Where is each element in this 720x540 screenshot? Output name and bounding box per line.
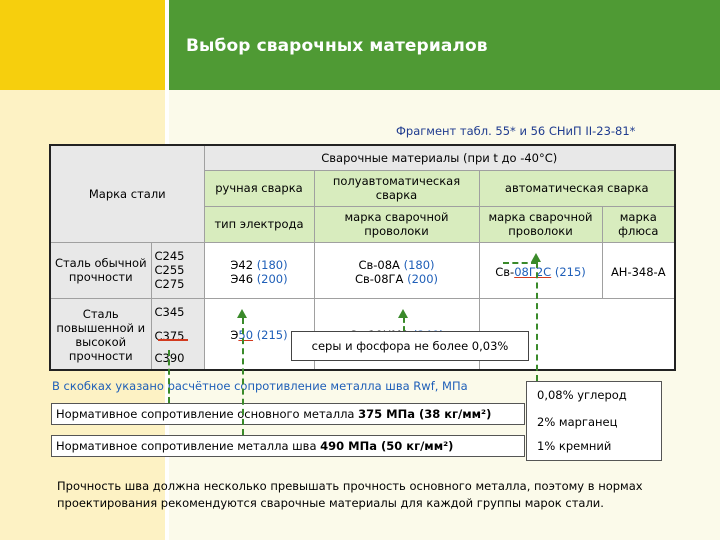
- row1-auto-wire: [479, 242, 602, 298]
- row1-flux: АН-348-А: [602, 242, 675, 298]
- electrode-e46: Э46: [230, 271, 254, 286]
- wire-sv08a-value: (180): [403, 257, 435, 272]
- electrode-e46-value: (200): [256, 271, 288, 286]
- arrow-e50-icon: [237, 309, 247, 318]
- wire-sv08a: Св-08А: [358, 257, 400, 272]
- arrow-a-icon: [398, 309, 408, 318]
- row1-electrodes: [204, 242, 314, 298]
- conclusion-text: Прочность шва должна несколько превышать прочность основного металла, поэтому в нормах проектирования рекомендуются сварочные материалы для каждой группы марок стали.: [57, 479, 643, 510]
- header-steel-grade: Марка стали: [50, 145, 204, 242]
- slide-title: Выбор сварочных материалов: [186, 36, 488, 56]
- row1-grade-1: С245: [154, 249, 185, 263]
- wire-sv08g2s-grade: 08Г2С: [514, 264, 552, 279]
- row2-grade-2: С375: [154, 329, 185, 344]
- header-flux: марка флюса: [602, 206, 675, 242]
- composition-silicon: 1% кремний: [537, 439, 612, 453]
- row2-grade-3: С390: [154, 351, 185, 366]
- header-manual-welding: ручная сварка: [204, 170, 314, 206]
- electrode-e50-grade: 50: [238, 328, 254, 343]
- composition-box: [526, 381, 662, 461]
- arrow-g2s-icon: [531, 253, 541, 262]
- brackets-note: В скобках указано расчётное сопротивление металла шва Rwf, МПа: [52, 379, 468, 393]
- connector-g2s-to-composition: [536, 262, 538, 381]
- source-note: Фрагмент табл. 55* и 56 СНиП II-23-81*: [396, 124, 636, 138]
- base-metal-strength-label: Нормативное сопротивление основного металла: [56, 407, 359, 421]
- weld-metal-strength-box: [51, 435, 525, 457]
- weld-metal-strength-label: Нормативное сопротивление металла шва: [56, 439, 321, 453]
- header-semi-auto-welding: полуавтоматическая сварка: [314, 170, 479, 206]
- sulfur-phosphorus-callout: серы и фосфора не более 0,03%: [291, 331, 529, 361]
- wire-sv08ga-value: (200): [407, 271, 439, 286]
- electrode-e42: Э42: [230, 257, 254, 272]
- electrode-e50-value: (215): [256, 328, 288, 343]
- connector-e50-to-box2: [242, 318, 244, 435]
- row1-group: Сталь обычной прочности: [50, 242, 151, 298]
- connector-g2s-horizontal: [503, 262, 537, 264]
- wire-sv08g2s-value: (215): [554, 264, 586, 279]
- row1-grade-2: С255: [154, 263, 185, 277]
- connector-c375-to-box1: [168, 350, 170, 403]
- electrode-e50-prefix: Э: [230, 328, 239, 343]
- header-yellow-block: [0, 0, 165, 90]
- composition-carbon: 0,08% углерод: [537, 388, 627, 402]
- row2-group: Сталь повышенной и высокой прочности: [50, 298, 151, 370]
- base-metal-strength-value: 375 МПа (38 кг/мм²): [358, 407, 492, 421]
- electrode-e42-value: (180): [256, 257, 288, 272]
- row1-grades: [151, 242, 204, 298]
- connector-a-to-callout: [403, 318, 405, 331]
- weld-metal-strength-value: 490 МПа (50 кг/мм²): [320, 439, 454, 453]
- wire-sv08ga: Св-08ГА: [354, 271, 404, 286]
- composition-manganese: 2% марганец: [537, 415, 618, 429]
- header-semi-wire: марка сварочной проволоки: [314, 206, 479, 242]
- accent-underline-c375: [158, 339, 188, 341]
- header-welding-materials: Сварочные материалы (при t до -40°С): [204, 145, 675, 170]
- wire-sv08g2s-prefix: Св-: [495, 264, 515, 279]
- header-auto-welding: автоматическая сварка: [479, 170, 675, 206]
- header-electrode-type: тип электрода: [204, 206, 314, 242]
- header-auto-wire: марка сварочной проволоки: [479, 206, 602, 242]
- row2-grades: [151, 298, 204, 370]
- base-metal-strength-box: [51, 403, 525, 425]
- row2-grade-1: С345: [154, 305, 185, 320]
- row1-grade-3: С275: [154, 277, 185, 291]
- row1-semi-wires: [314, 242, 479, 298]
